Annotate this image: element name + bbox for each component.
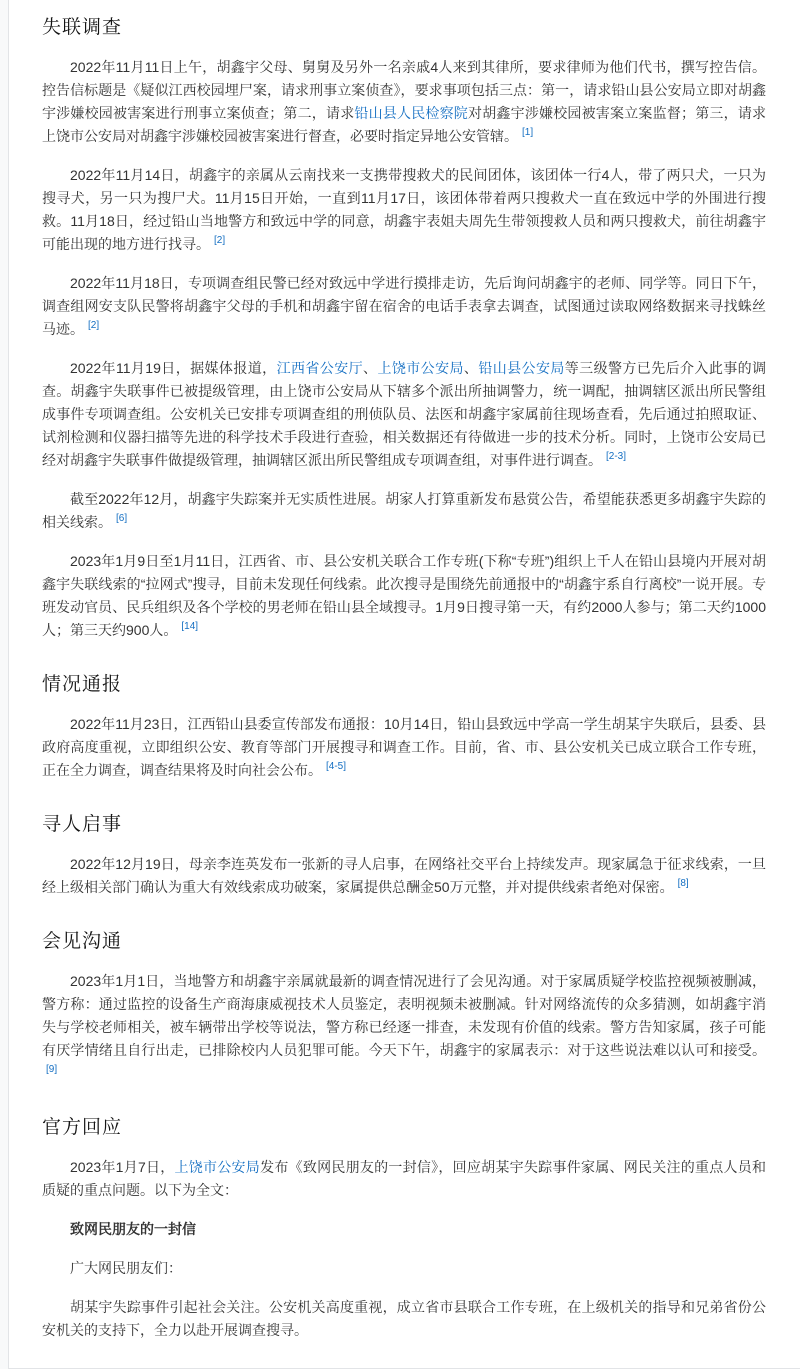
article [42, 12, 766, 1342]
paragraph [42, 970, 766, 1085]
entry-link[interactable]: 上饶市公安局 [174, 1159, 261, 1175]
reference-sup[interactable]: [2] [88, 320, 100, 332]
paragraph [42, 853, 766, 899]
paragraph [42, 1296, 766, 1342]
paragraph [42, 488, 766, 534]
section-heading-guanfang-huiying: 官方回应 [42, 1117, 123, 1138]
text-run: 2023年1月7日， [70, 1159, 175, 1175]
paragraph [42, 164, 766, 256]
reference-sup[interactable]: [2-3] [606, 451, 627, 463]
text-run: 2022年11月14日，胡鑫宇的亲属从云南找来一支携带搜救犬的民间团体，该团体一行4人，带了两只犬，一只为搜寻犬，另一只为搜尸犬。11月15日开始，一直到11月17日，该团体带着两只搜救犬一直在致远中学的外围进行搜救。11月18日，经过铅山当地警方和致远中学的同意，胡鑫宇表姐夫周先生带领搜救人员和两只搜救犬，前往胡鑫宇可能出现的地方进行找寻。 [42, 167, 766, 252]
text-run: 2022年11月19日，据媒体报道， [70, 360, 277, 376]
reference-sup[interactable]: [6] [116, 513, 128, 525]
text-run: 发布《致网民朋友的一封信》，回应胡某宇失踪事件家属、网民关注的重点人员和质疑的重点问题。以下为全文： [42, 1159, 767, 1198]
text-run: 等三级警方已先后介入此事的调查。胡鑫宇失联事件已被提级管理，由上饶市公安局从下辖多个派出所抽调警力，统一调配，抽调辖区派出所民警组成事件专项调查组。公安机关已安排专项调查组的刑侦队员、法医和胡鑫宇家属前往现场查看，先后通过拍照取证、试剂检测和仪器扫描等先进的科学技术手段进行查验，相关数据还有待做进一步的技术分析。同时，上饶市公安局已经对胡鑫宇失联事件做提级管理，抽调辖区派出所民警组成专项调查组，对事件进行调查。 [42, 360, 767, 468]
text-run: 2023年1月9日至1月11日，江西省、市、县公安机关联合工作专班(下称“专班”)组织上千人在铅山县境内开展对胡鑫宇失联线索的“拉网式”搜寻，目前未发现任何线索。此次搜寻是围绕先前通报中的“胡鑫宇系自行离校”一说开展。专班发动官员、民兵组织及各个学校的男老师在铅山县全域搜寻。1月9日搜寻第一天，有约2000人参与；第二天约1000人；第三天约900人。 [42, 553, 766, 638]
text-run: 2023年1月1日，当地警方和胡鑫宇亲属就最新的调查情况进行了会见沟通。对于家属质疑学校监控视频被删减，警方称：通过监控的设备生产商海康威视技术人员鉴定，表明视频未被删减。针对网络流传的众多猜测，如胡鑫宇消失与学校老师相关，被车辆带出学校等说法，警方称已经逐一排查，未发现有价值的线索。警方告知家属，孩子可能有厌学情绪且自行出走，已排除校内人员犯罪可能。今天下午，胡鑫宇的家属表示：对于这些说法难以认可和接受。 [42, 973, 766, 1058]
entry-link[interactable]: 铅山县人民检察院 [354, 105, 469, 121]
paragraph [42, 713, 766, 782]
text-run: 2022年12月19日，母亲李连英发布一张新的寻人启事，在网络社交平台上持续发声。现家属急于征求线索，一旦经上级相关部门确认为重大有效线索成功破案，家属提供总酬金50万元整，并对提供线索者绝对保密。 [42, 856, 766, 895]
paragraph [42, 56, 766, 148]
entry-link[interactable]: 铅山县公安局 [478, 360, 565, 376]
article-section-qingkuang-tongbao [42, 669, 766, 782]
section-heading-huijian-goutong: 会见沟通 [42, 931, 123, 952]
reference-sup[interactable]: [9] [46, 1064, 58, 1076]
paragraph [42, 550, 766, 642]
entry-link[interactable]: 上饶市公安局 [377, 360, 464, 376]
section-heading-qingkuang-tongbao: 情况通报 [42, 674, 123, 695]
paragraph [42, 272, 766, 341]
text-run: 2022年11月18日，专项调查组民警已经对致远中学进行摸排走访，先后询问胡鑫宇的老师、同学等。同日下午，调查组网安支队民警将胡鑫宇父母的手机和胡鑫宇留在宿舍的电话手表拿去调查，试图通过读取网络数据来寻找蛛丝马迹。 [42, 275, 766, 337]
text-run: 广大网民朋友们： [70, 1260, 182, 1276]
text-run: 截至2022年12月，胡鑫宇失踪案并无实质性进展。胡家人打算重新发布悬赏公告，希望能获悉更多胡鑫宇失踪的相关线索。 [42, 491, 766, 530]
entry-link[interactable]: 江西省公安厅 [276, 360, 364, 376]
paragraph [42, 357, 766, 472]
article-section-xunren-qishi [42, 809, 766, 899]
section-heading-xunren-qishi: 寻人启事 [42, 814, 123, 835]
reference-sup[interactable]: [14] [181, 621, 199, 633]
article-page [8, 0, 800, 1369]
text-run: 对胡鑫宇涉嫌校园被害案立案监督；第三，请求上饶市公安局对胡鑫宇涉嫌校园被害案进行督查，必要时指定异地公安管辖。 [42, 105, 767, 144]
paragraph [42, 1218, 766, 1241]
reference-sup[interactable]: [2] [214, 235, 226, 247]
article-section-huijian-goutong [42, 926, 766, 1085]
reference-sup[interactable]: [8] [677, 878, 689, 890]
article-section-guanfang-huiying [42, 1112, 766, 1342]
text-run: 致网民朋友的一封信 [70, 1221, 196, 1237]
reference-sup[interactable]: [1] [522, 127, 534, 139]
section-heading-shilian-diaocha: 失联调查 [42, 17, 123, 38]
text-run: 、 [363, 360, 378, 376]
paragraph [42, 1257, 766, 1280]
text-run: 、 [463, 360, 479, 376]
paragraph [42, 1156, 766, 1202]
text-run: 胡某宇失踪事件引起社会关注。公安机关高度重视，成立省市县联合工作专班，在上级机关的指导和兄弟省份公安机关的支持下，全力以赴开展调查搜寻。 [42, 1299, 766, 1338]
text-run: 2022年11月11日上午，胡鑫宇父母、舅舅及另外一名亲戚4人来到其律所，要求律师为他们代书，撰写控告信。控告信标题是《疑似江西校园埋尸案，请求刑事立案侦查》，要求事项包括三点：第一，请求铅山县公安局立即对胡鑫宇涉嫌校园被害案进行刑事立案侦查；第二，请求 [42, 59, 766, 121]
reference-sup[interactable]: [4-5] [326, 761, 347, 773]
article-section-shilian-diaocha [42, 12, 766, 642]
text-run: 2022年11月23日，江西铅山县委宣传部发布通报：10月14日，铅山县致远中学高一学生胡某宇失联后，县委、县政府高度重视，立即组织公安、教育等部门开展搜寻和调查工作。目前，省、市、县公安机关已成立联合工作专班，正在全力调查，调查结果将及时向社会公布。 [42, 716, 766, 778]
